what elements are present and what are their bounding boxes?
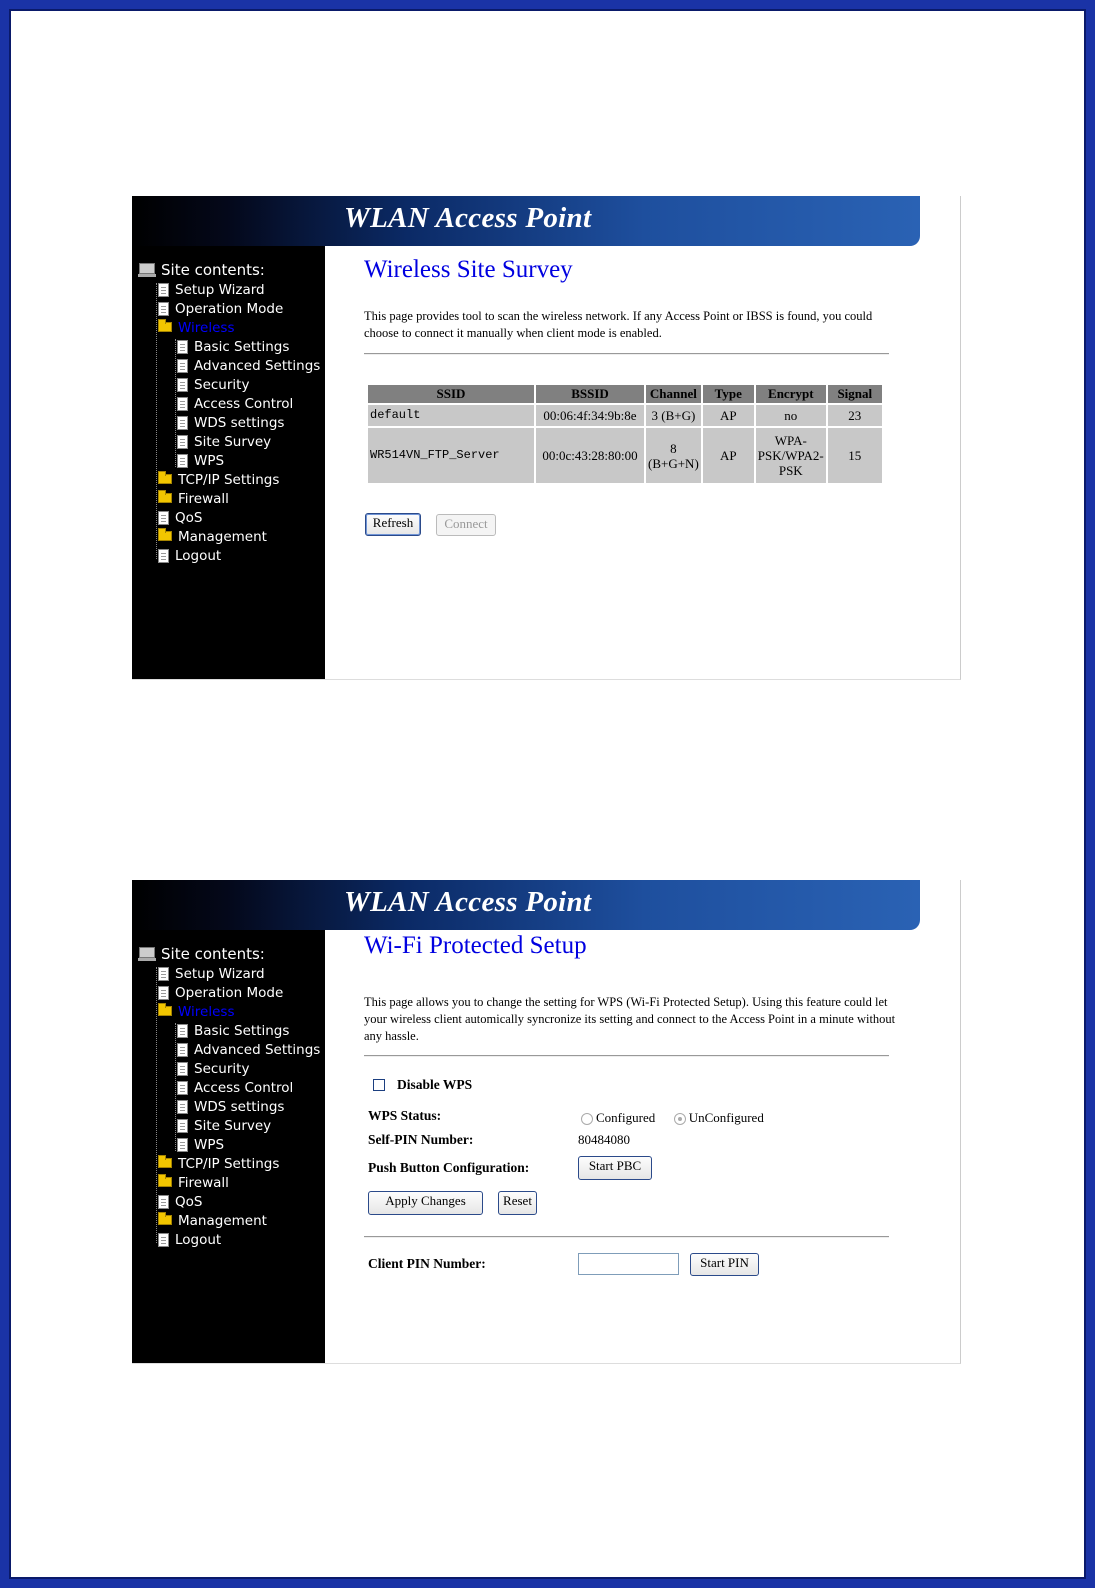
column-header-bssid: BSSID bbox=[536, 385, 644, 403]
column-header-channel: Channel bbox=[646, 385, 701, 403]
page-icon bbox=[177, 378, 188, 392]
page-icon bbox=[177, 1062, 188, 1076]
page-icon bbox=[177, 454, 188, 468]
cell-signal: 15 bbox=[828, 428, 882, 483]
sidebar-item-management[interactable]: Management bbox=[158, 528, 267, 547]
cell-channel: 3 (B+G) bbox=[646, 405, 701, 426]
page-icon bbox=[177, 435, 188, 449]
cell-bssid: 00:06:4f:34:9b:8e bbox=[536, 405, 644, 426]
sidebar-item-firewall[interactable]: Firewall bbox=[158, 1174, 229, 1193]
page-description: This page allows you to change the setting for WPS (Wi-Fi Protected Setup). Using this feature could let your wireless client automically syncronize its setting and connect to the Access Point in a minute without any hassle. bbox=[364, 995, 896, 1043]
divider bbox=[364, 1236, 889, 1238]
sidebar-item-basic-settings[interactable]: Basic Settings bbox=[177, 1022, 289, 1041]
sidebar-item-access-control[interactable]: Access Control bbox=[177, 395, 293, 414]
self-pin-label: Self-PIN Number: bbox=[368, 1132, 474, 1147]
cell-ssid: WR514VN_FTP_Server bbox=[368, 428, 534, 483]
banner bbox=[132, 196, 920, 246]
page-icon bbox=[158, 549, 169, 563]
cell-signal: 23 bbox=[828, 405, 882, 426]
column-header-encrypt: Encrypt bbox=[756, 385, 826, 403]
page-icon bbox=[158, 967, 169, 981]
page-title: Wi-Fi Protected Setup bbox=[364, 932, 587, 959]
page-icon bbox=[177, 1138, 188, 1152]
unconfigured-radio-label: UnConfigured bbox=[688, 1110, 764, 1125]
page-icon bbox=[158, 302, 169, 316]
disable-wps-checkbox[interactable] bbox=[373, 1079, 385, 1091]
cell-channel: 8 (B+G+N) bbox=[646, 428, 701, 483]
sidebar-item-firewall[interactable]: Firewall bbox=[158, 490, 229, 509]
sidebar-item-qos[interactable]: QoS bbox=[158, 509, 202, 528]
cell-type: AP bbox=[703, 405, 754, 426]
page-icon bbox=[177, 340, 188, 354]
folder-icon bbox=[158, 474, 172, 484]
folder-icon bbox=[158, 1177, 172, 1187]
page-title: Wireless Site Survey bbox=[364, 256, 573, 283]
wps-status-options bbox=[581, 1110, 764, 1126]
table-row[interactable] bbox=[368, 428, 882, 483]
page-icon bbox=[177, 1081, 188, 1095]
start-pbc-button[interactable]: Start PBC bbox=[578, 1156, 652, 1180]
page-icon bbox=[158, 1233, 169, 1247]
banner bbox=[132, 880, 920, 930]
site-contents-root[interactable]: Site contents: bbox=[139, 261, 265, 280]
sidebar-item-security[interactable]: Security bbox=[177, 376, 249, 395]
folder-open-icon bbox=[158, 1006, 172, 1016]
unconfigured-radio[interactable] bbox=[674, 1113, 686, 1125]
refresh-button[interactable]: Refresh bbox=[365, 513, 421, 536]
survey-table bbox=[366, 383, 884, 485]
folder-icon bbox=[158, 531, 172, 541]
folder-icon bbox=[158, 493, 172, 503]
table-header-row bbox=[368, 385, 882, 403]
column-header-ssid: SSID bbox=[368, 385, 534, 403]
sidebar-item-tcpip-settings[interactable]: TCP/IP Settings bbox=[158, 1155, 279, 1174]
page-icon bbox=[177, 1043, 188, 1057]
sidebar-item-logout[interactable]: Logout bbox=[158, 1231, 221, 1250]
push-button-config-label: Push Button Configuration: bbox=[368, 1160, 530, 1175]
sidebar-item-tcpip-settings[interactable]: TCP/IP Settings bbox=[158, 471, 279, 490]
configured-radio[interactable] bbox=[581, 1113, 593, 1125]
page-icon bbox=[177, 397, 188, 411]
sidebar-item-operation-mode[interactable]: Operation Mode bbox=[158, 984, 283, 1003]
sidebar-item-wds-settings[interactable]: WDS settings bbox=[177, 1098, 284, 1117]
sidebar-item-wps[interactable]: WPS bbox=[177, 452, 224, 471]
banner-title: WLAN Access Point bbox=[344, 886, 592, 918]
sidebar-item-access-control[interactable]: Access Control bbox=[177, 1079, 293, 1098]
sidebar-item-logout[interactable]: Logout bbox=[158, 547, 221, 566]
page-icon bbox=[158, 283, 169, 297]
page-icon bbox=[177, 359, 188, 373]
page-icon bbox=[177, 1100, 188, 1114]
banner-title: WLAN Access Point bbox=[344, 202, 592, 234]
folder-open-icon bbox=[158, 322, 172, 332]
divider bbox=[364, 1055, 889, 1057]
sidebar-item-setup-wizard[interactable]: Setup Wizard bbox=[158, 281, 265, 300]
column-header-signal: Signal bbox=[828, 385, 882, 403]
start-pin-button[interactable]: Start PIN bbox=[690, 1253, 759, 1276]
disable-wps-label: Disable WPS bbox=[397, 1077, 473, 1092]
page-icon bbox=[158, 986, 169, 1000]
sidebar-item-management[interactable]: Management bbox=[158, 1212, 267, 1231]
site-contents-root[interactable]: Site contents: bbox=[139, 945, 265, 964]
configured-radio-label: Configured bbox=[596, 1110, 656, 1125]
sidebar-item-basic-settings[interactable]: Basic Settings bbox=[177, 338, 289, 357]
sidebar-item-site-survey[interactable]: Site Survey bbox=[177, 1117, 271, 1136]
page-description: This page provides tool to scan the wireless network. If any Access Point or IBSS is found, you could choose to connect it manually when client mode is enabled. bbox=[364, 309, 873, 340]
computer-icon bbox=[139, 947, 155, 958]
reset-button[interactable]: Reset bbox=[498, 1191, 537, 1215]
client-pin-input[interactable] bbox=[578, 1253, 679, 1275]
sidebar-item-site-survey[interactable]: Site Survey bbox=[177, 433, 271, 452]
sidebar-item-wps[interactable]: WPS bbox=[177, 1136, 224, 1155]
apply-changes-button[interactable]: Apply Changes bbox=[368, 1191, 483, 1215]
divider bbox=[364, 353, 889, 355]
computer-icon bbox=[139, 263, 155, 274]
folder-icon bbox=[158, 1215, 172, 1225]
sidebar-item-wds-settings[interactable]: WDS settings bbox=[177, 414, 284, 433]
cell-bssid: 00:0c:43:28:80:00 bbox=[536, 428, 644, 483]
page-icon bbox=[158, 1195, 169, 1209]
sidebar-item-qos[interactable]: QoS bbox=[158, 1193, 202, 1212]
page-icon bbox=[177, 1024, 188, 1038]
table-row[interactable] bbox=[368, 405, 882, 426]
self-pin-value: 80484080 bbox=[578, 1132, 630, 1147]
site-survey-screenshot bbox=[132, 196, 961, 680]
sidebar-item-advanced-settings[interactable]: Advanced Settings bbox=[177, 1041, 320, 1060]
cell-encrypt: no bbox=[756, 405, 826, 426]
client-pin-label: Client PIN Number: bbox=[368, 1256, 486, 1271]
connect-button[interactable]: Connect bbox=[436, 514, 496, 536]
page-icon bbox=[177, 416, 188, 430]
sidebar-item-operation-mode[interactable]: Operation Mode bbox=[158, 300, 283, 319]
sidebar-item-advanced-settings[interactable]: Advanced Settings bbox=[177, 357, 320, 376]
sidebar-item-security[interactable]: Security bbox=[177, 1060, 249, 1079]
page-icon bbox=[158, 511, 169, 525]
wps-status-label: WPS Status: bbox=[368, 1108, 442, 1123]
cell-ssid: default bbox=[368, 405, 534, 426]
folder-icon bbox=[158, 1158, 172, 1168]
wps-screenshot bbox=[132, 880, 961, 1364]
cell-type: AP bbox=[703, 428, 754, 483]
sidebar-item-wireless[interactable]: Wireless bbox=[158, 319, 235, 338]
column-header-type: Type bbox=[703, 385, 754, 403]
sidebar-item-setup-wizard[interactable]: Setup Wizard bbox=[158, 965, 265, 984]
cell-encrypt: WPA-PSK/WPA2-PSK bbox=[756, 428, 826, 483]
sidebar-item-wireless[interactable]: Wireless bbox=[158, 1003, 235, 1022]
page-icon bbox=[177, 1119, 188, 1133]
